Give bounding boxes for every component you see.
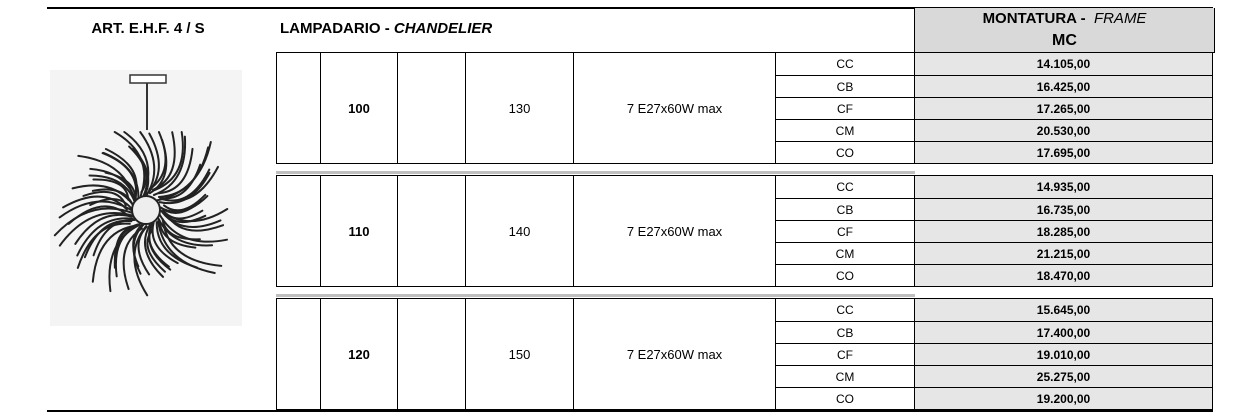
article-code: ART. E.H.F. 4 / S <box>91 20 205 37</box>
height-value: 130 <box>508 100 531 116</box>
finish-price: 18.285,00 <box>915 220 1212 242</box>
cell-bulbs <box>573 298 775 410</box>
finish-price: 14.105,00 <box>915 53 1212 75</box>
cell-empty <box>276 175 320 287</box>
finish-code: CC <box>836 303 854 317</box>
finish-price: 19.200,00 <box>915 387 1212 409</box>
finish-code: CB <box>776 198 914 220</box>
bulbs-value: 7 E27x60W max <box>626 223 723 239</box>
finish-codes <box>775 52 914 164</box>
finish-price: 19.010,00 <box>915 343 1212 365</box>
finish-price: 17.265,00 <box>915 97 1212 119</box>
cell-empty <box>276 52 320 164</box>
frame-header <box>914 8 1215 53</box>
cell-bulbs <box>573 52 775 164</box>
finish-code: CM <box>776 242 914 264</box>
cell-height <box>465 175 573 287</box>
height-value: 150 <box>508 346 531 362</box>
bulbs-value: 7 E27x60W max <box>626 346 723 362</box>
block-separator <box>276 171 915 174</box>
finish-price: 17.400,00 <box>915 321 1212 343</box>
finish-code: CC <box>836 57 854 71</box>
cell-size <box>320 52 397 164</box>
finish-prices <box>914 52 1213 164</box>
cell-empty <box>276 298 320 410</box>
finish-code: CB <box>776 321 914 343</box>
finish-prices <box>914 298 1213 410</box>
product-label-en: CHANDELIER <box>393 20 493 37</box>
cell-height <box>465 52 573 164</box>
block-separator <box>276 294 915 297</box>
finish-code: CF <box>776 343 914 365</box>
finish-price: 20.530,00 <box>915 119 1212 141</box>
finish-code: CO <box>776 141 914 163</box>
finish-price: 15.645,00 <box>915 299 1212 321</box>
price-block <box>276 298 1213 412</box>
size-value: 110 <box>348 223 370 239</box>
chandelier-image <box>50 70 242 326</box>
cell-height <box>465 298 573 410</box>
frame-code: MC <box>1052 32 1077 49</box>
finish-price: 14.935,00 <box>915 176 1212 198</box>
finish-code: CO <box>776 387 914 409</box>
frame-label: MONTATURA - <box>982 10 1086 27</box>
finish-codes <box>775 175 914 287</box>
cell-size <box>320 175 397 287</box>
finish-code: CO <box>776 264 914 286</box>
finish-price: 17.695,00 <box>915 141 1212 163</box>
finish-code: CF <box>776 97 914 119</box>
finish-codes <box>775 298 914 410</box>
cell-bulbs <box>573 175 775 287</box>
frame-label-en: FRAME <box>1093 10 1147 27</box>
size-value: 120 <box>348 346 370 362</box>
frame-title <box>915 10 1214 27</box>
finish-code: CM <box>776 119 914 141</box>
finish-code: CB <box>776 75 914 97</box>
finish-code: CC <box>836 180 854 194</box>
cell-size <box>320 298 397 410</box>
finish-price: 25.275,00 <box>915 365 1212 387</box>
height-value: 140 <box>508 223 531 239</box>
finish-code: CF <box>776 220 914 242</box>
bulbs-value: 7 E27x60W max <box>626 100 723 116</box>
finish-price: 16.425,00 <box>915 75 1212 97</box>
cell-empty <box>397 52 465 164</box>
finish-prices <box>914 175 1213 287</box>
finish-price: 16.735,00 <box>915 198 1212 220</box>
product-title <box>280 20 492 37</box>
price-block <box>276 52 1213 166</box>
size-value: 100 <box>348 100 370 116</box>
product-label: LAMPADARIO - <box>280 20 390 37</box>
finish-code: CM <box>776 365 914 387</box>
cell-empty <box>397 298 465 410</box>
price-block <box>276 175 1213 289</box>
finish-price: 21.215,00 <box>915 242 1212 264</box>
cell-empty <box>397 175 465 287</box>
finish-price: 18.470,00 <box>915 264 1212 286</box>
